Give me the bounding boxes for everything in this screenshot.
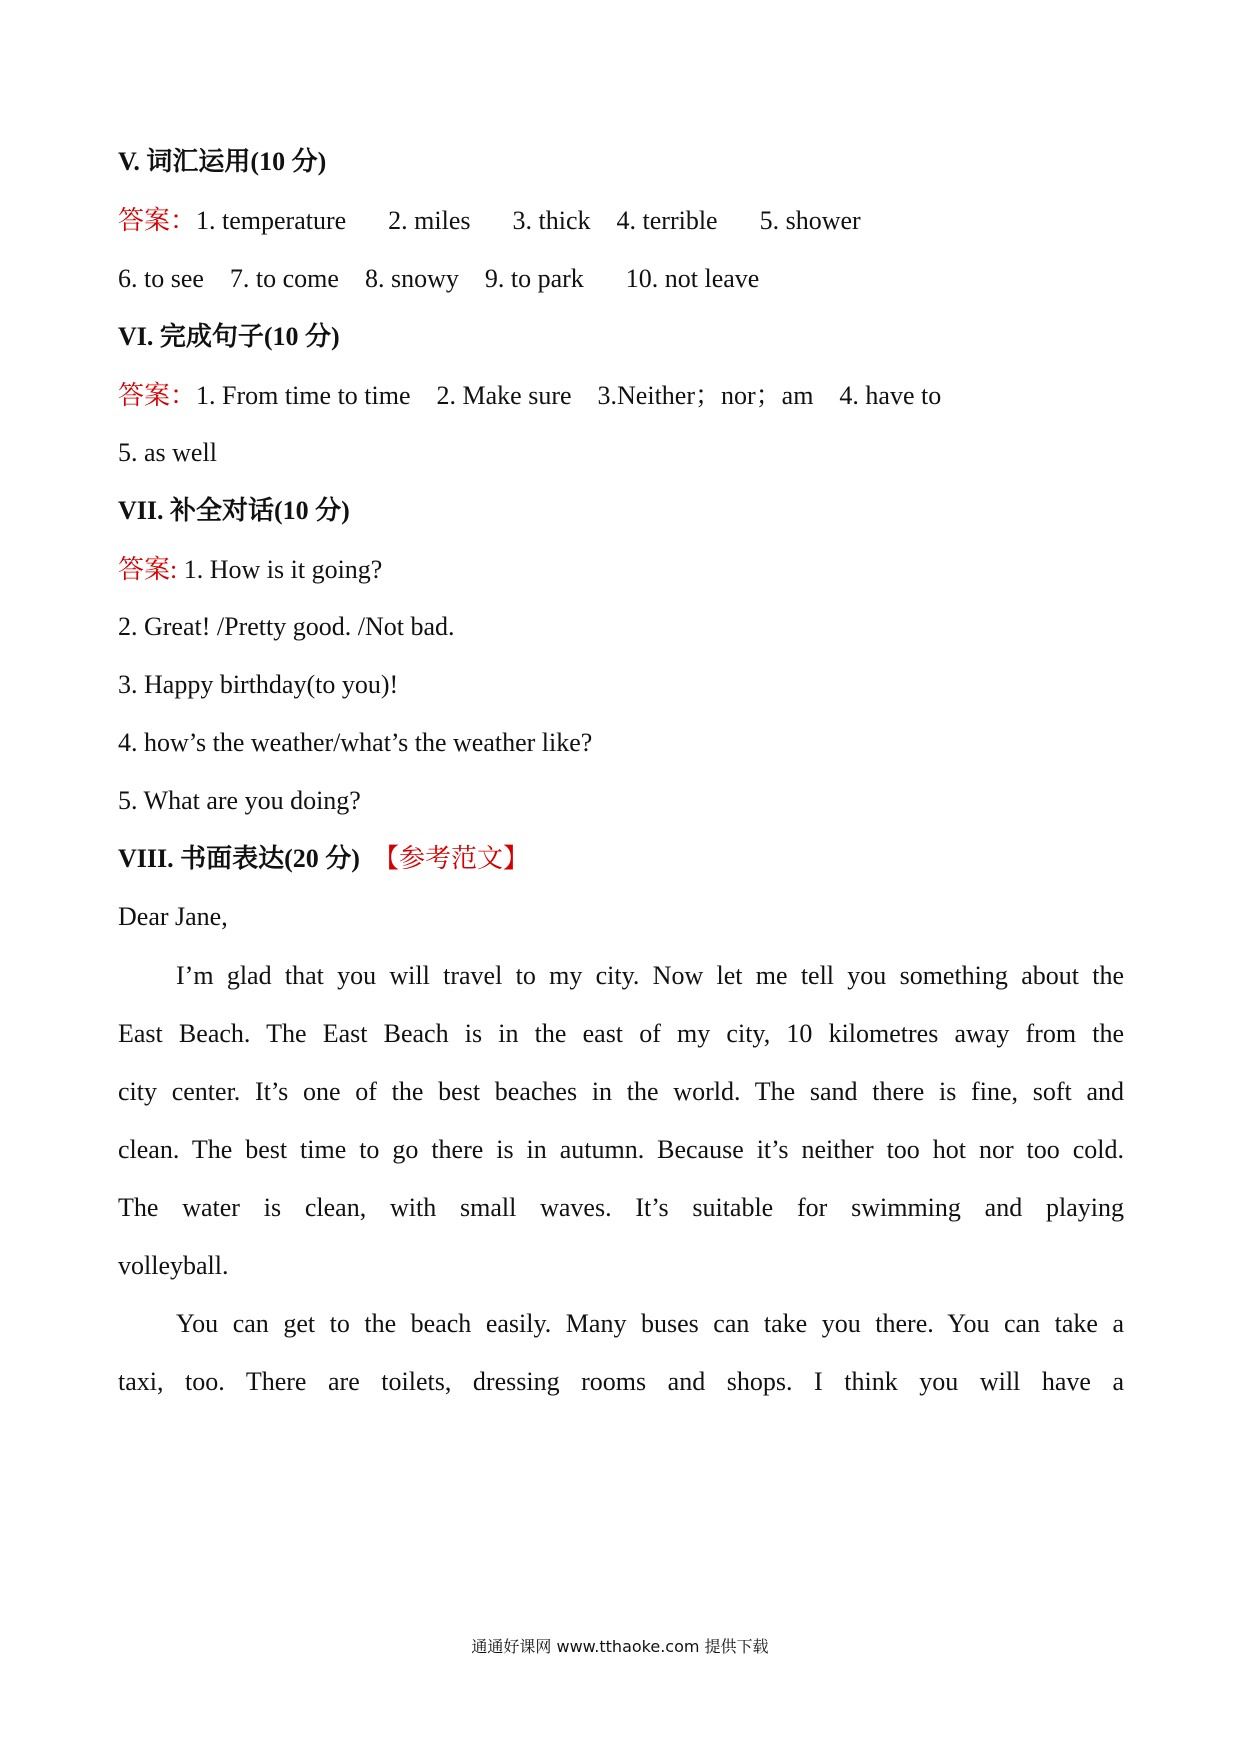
essay-line: taxi, too. There are toilets, dressing rooms and shops. I think you will have a <box>118 1367 1124 1396</box>
essay-line: East Beach. The East Beach is in the east of my city, 10 kilometres away from the <box>118 1019 1124 1048</box>
section-7-answer-5: 5. What are you doing? <box>118 786 361 815</box>
section-7-answer-2: 2. Great! /Pretty good. /Not bad. <box>118 612 455 641</box>
answer-item: 2. miles <box>388 206 471 235</box>
answer-item: 4. have to <box>839 381 942 410</box>
answer-item: 3.Neither；nor；am <box>597 381 814 410</box>
answer-item: 10. not leave <box>625 264 760 293</box>
answer-label: 答案： <box>118 206 197 235</box>
answer-item: 8. snowy <box>364 264 459 293</box>
section-5-answers-row-1 <box>118 205 861 237</box>
answer-item: 7. to come <box>229 264 339 293</box>
answer-label: 答案： <box>118 381 197 410</box>
answer-item: 9. to park <box>484 264 584 293</box>
answer-item: 3. thick <box>512 206 591 235</box>
section-7-answer-4: 4. how’s the weather/what’s the weather like? <box>118 728 593 757</box>
section-5-answers-row-2 <box>118 263 759 295</box>
sample-essay-label: 【参考范文】 <box>372 844 529 873</box>
answer-item: 5. shower <box>759 206 861 235</box>
essay-line: clean. The best time to go there is in autumn. Because it’s neither too hot nor too cold. <box>118 1135 1124 1164</box>
answer-label: 答案: <box>118 555 178 584</box>
section-7-answer-3: 3. Happy birthday(to you)! <box>118 670 399 699</box>
section-5-heading: V. 词汇运用(10 分) <box>118 147 327 176</box>
answer-item: 1. How is it going? <box>183 555 383 584</box>
answer-item: 1. temperature <box>196 206 347 235</box>
essay-line: You can get to the beach easily. Many buses can take you there. You can take a <box>176 1309 1124 1338</box>
section-7-heading: VII. 补全对话(10 分) <box>118 496 350 525</box>
essay-line: volleyball. <box>118 1251 229 1280</box>
section-8-heading: VIII. 书面表达(20 分) <box>118 844 360 873</box>
answer-item: 4. terrible <box>616 206 718 235</box>
essay-line: The water is clean, with small waves. It’s suitable for swimming and playing <box>118 1193 1124 1222</box>
salutation: Dear Jane, <box>118 902 228 931</box>
answer-item: 1. From time to time <box>196 381 411 410</box>
answer-item: 6. to see <box>118 264 204 293</box>
page-footer: 通通好课网 www.tthaoke.com 提供下载 <box>471 1637 769 1656</box>
essay-line: I’m glad that you will travel to my city. Now let me tell you something about the <box>176 961 1124 990</box>
essay-line: city center. It’s one of the best beaches in the world. The sand there is fine, soft and <box>118 1077 1124 1106</box>
section-7-answer-1 <box>118 554 382 586</box>
section-6-answers-row-2: 5. as well <box>118 438 217 467</box>
section-6-answers-row-1 <box>118 380 941 412</box>
section-8-heading-row <box>118 843 529 875</box>
answer-item: 2. Make sure <box>436 381 572 410</box>
section-6-heading: VI. 完成句子(10 分) <box>118 322 340 351</box>
